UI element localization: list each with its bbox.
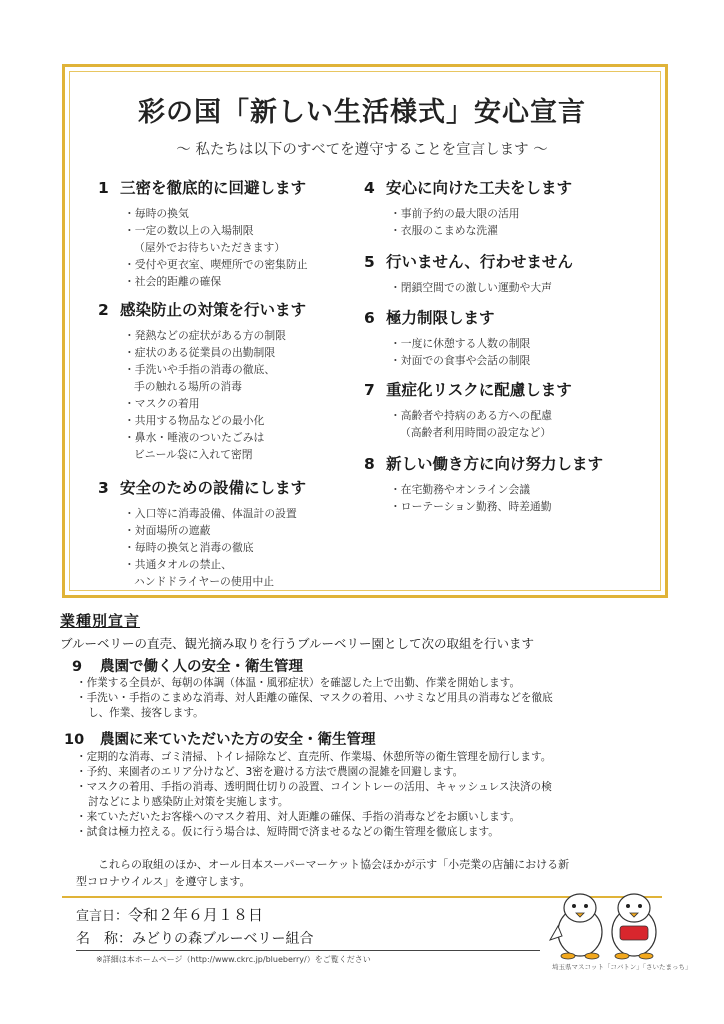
section-number: 8	[364, 455, 375, 473]
list-item: ・来ていただいたお客様へのマスク着用、対人距離の確保、手指の消毒などをお願いします。	[76, 811, 521, 823]
section-5	[364, 250, 573, 296]
section-title: 極力制限します	[386, 309, 495, 327]
list-item: ・鼻水・唾液のついたごみは	[124, 431, 265, 444]
organization-name	[76, 928, 313, 948]
section-7	[364, 378, 572, 441]
list-item: ビニール袋に入れて密閉	[134, 448, 253, 461]
list-item: ハンドドライヤーの使用中止	[134, 575, 275, 588]
section-number: 6	[364, 309, 375, 327]
section-items	[390, 205, 572, 239]
list-item: （屋外でお待ちいただきます）	[134, 241, 286, 254]
section-items	[124, 327, 306, 463]
list-item: ・受付や更衣室、喫煙所での密集防止	[124, 258, 308, 271]
list-item: ・定期的な消毒、ゴミ清掃、トイレ掃除など、直売所、作業場、休憩所等の衛生管理を励行します。	[76, 751, 552, 763]
section-number: 7	[364, 381, 375, 399]
list-item: ・対面場所の遮蔽	[124, 524, 211, 537]
list-item: ・高齢者や持病のある方への配慮	[390, 409, 552, 422]
list-item: ・症状のある従業員の出勤制限	[124, 346, 276, 359]
section-items	[124, 205, 308, 290]
list-item: ・対面での食事や会話の制限	[390, 354, 531, 367]
industry-intro: ブルーベリーの直売、観光摘み取りを行うブルーベリー園として次の取組を行います	[60, 636, 535, 651]
section-8	[364, 452, 603, 515]
list-item: 討などにより感染防止対策を実施します。	[88, 796, 289, 808]
section-number: 3	[98, 479, 109, 497]
page-title: 彩の国「新しい生活様式」安心宣言	[138, 97, 586, 128]
section-title: 三密を徹底的に回避します	[120, 179, 307, 197]
name-label: 名 称：	[76, 931, 132, 947]
industry-heading: 業種別宣言	[60, 612, 141, 630]
section-number: 4	[364, 179, 375, 197]
date-value: 令和２年６月１８日	[128, 906, 264, 924]
section-title: 安全のための設備にします	[120, 479, 307, 497]
list-item: ・予約、来園者のエリア分けなど、3密を避ける方法で農園の混雑を回避します。	[76, 766, 464, 778]
section-title: 感染防止の対策を行います	[120, 301, 307, 319]
section-number: 1	[98, 179, 109, 197]
list-item: ・共用する物品などの最小化	[124, 414, 265, 427]
section-title: 行いません、行わせません	[386, 253, 573, 271]
list-item: （高齢者利用時間の設定など）	[400, 426, 552, 439]
declaration-date	[76, 904, 263, 925]
list-item: ・手洗い・手指のこまめな消毒、対人距離の確保、マスクの着用、ハサミなど用具の消毒などを徹底	[76, 692, 553, 704]
list-item: し、作業、接客します。	[88, 707, 204, 719]
list-item: ・社会的距離の確保	[124, 275, 222, 288]
list-item: ・マスクの着用	[124, 397, 200, 410]
section-title: 農園に来ていただいた方の安全・衛生管理	[100, 732, 376, 748]
section-items	[390, 407, 572, 441]
mascot-caption: 埼玉県マスコット「コバトン」「さいたまっち」	[552, 963, 692, 971]
list-item: ・事前予約の最大限の活用	[390, 207, 520, 220]
section-3	[98, 476, 306, 590]
section-10-title	[64, 728, 376, 749]
section-title: 安心に向けた工夫をします	[386, 179, 573, 197]
section-6	[364, 306, 530, 369]
section-number: 10	[64, 732, 85, 748]
section-number: 9	[72, 659, 83, 675]
section-items	[390, 481, 603, 515]
section-title: 重症化リスクに配慮します	[386, 381, 572, 399]
page-subtitle: 〜 私たちは以下のすべてを遵守することを宣言します 〜	[176, 142, 548, 158]
name-underline	[76, 950, 540, 951]
mascot-illustration	[548, 886, 668, 962]
section-9-items	[76, 676, 553, 721]
section-number: 2	[98, 301, 109, 319]
list-item: ・一定の数以上の入場制限	[124, 224, 254, 237]
mascot-bird-right-icon	[612, 894, 656, 959]
footnote: ※詳細は本ホームページ（http://www.ckrc.jp/blueberry/）をご覧ください	[96, 955, 371, 964]
section-items	[390, 335, 530, 369]
closing-statement	[76, 856, 569, 890]
mascot-bird-left-icon	[550, 894, 602, 959]
closing-line: これらの取組のほか、オール日本スーパーマーケット協会ほかが示す「小売業の店舗における新	[98, 858, 570, 871]
section-number: 5	[364, 253, 375, 271]
list-item: ・毎時の換気	[124, 207, 189, 220]
list-item: ・閉鎖空間での激しい運動や大声	[390, 281, 552, 294]
list-item: ・マスクの着用、手指の消毒、透明間仕切りの設置、コイントレーの活用、キャッシュレス決済の検	[76, 781, 552, 793]
list-item: ・衣服のこまめな洗濯	[390, 224, 498, 237]
list-item: ・毎時の換気と消毒の徹底	[124, 541, 254, 554]
list-item: ・ローテーション勤務、時差通勤	[390, 500, 552, 513]
list-item: ・手洗いや手指の消毒の徹底、	[124, 363, 276, 376]
section-items	[390, 279, 573, 296]
list-item: ・作業する全員が、毎朝の体調（体温・風邪症状）を確認した上で出勤、作業を開始します。	[76, 677, 521, 689]
list-item: ・試食は極力控える。仮に行う場合は、短時間で済ませるなどの衛生管理を徹底します。	[76, 826, 499, 838]
section-items	[124, 505, 306, 590]
section-9-title	[72, 655, 303, 676]
section-1	[98, 176, 308, 290]
list-item: ・入口等に消毒設備、体温計の設置	[124, 507, 297, 520]
section-2	[98, 298, 306, 463]
list-item: ・一度に休憩する人数の制限	[390, 337, 531, 350]
closing-line: 型コロナウイルス」を遵守します。	[76, 875, 251, 888]
section-10-items	[76, 750, 552, 840]
list-item: 手の触れる場所の消毒	[134, 380, 242, 393]
section-4	[364, 176, 572, 239]
date-label: 宣言日：	[76, 909, 129, 924]
list-item: ・発熱などの症状がある方の制限	[124, 329, 286, 342]
section-title: 新しい働き方に向け努力します	[386, 455, 604, 473]
list-item: ・在宅勤務やオンライン会議	[390, 483, 531, 496]
list-item: ・共通タオルの禁止、	[124, 558, 232, 571]
name-value: みどりの森ブルーベリー組合	[132, 931, 314, 947]
section-title: 農園で働く人の安全・衛生管理	[100, 659, 303, 675]
